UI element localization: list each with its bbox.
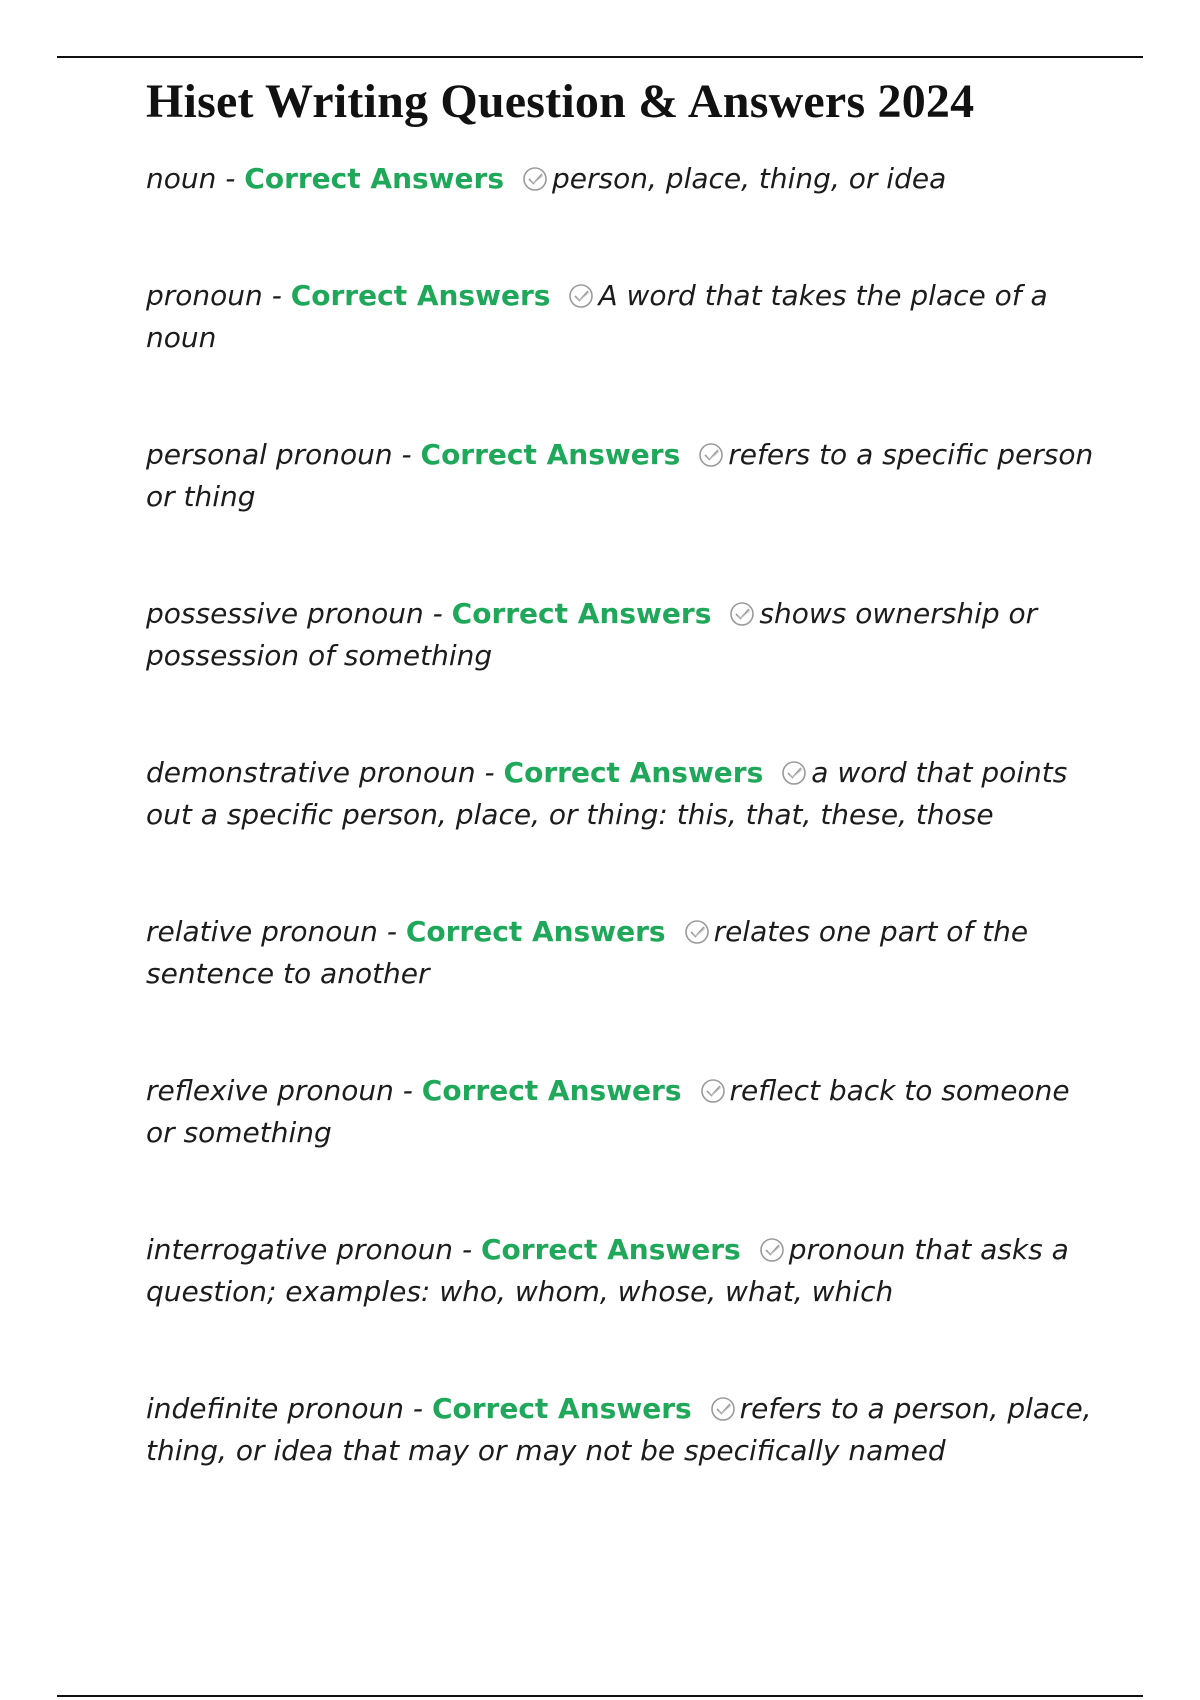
check-circle-icon <box>698 442 726 468</box>
qa-answer: refers to a specific person or thing <box>146 438 1094 513</box>
document-body <box>146 72 1096 1547</box>
qa-list <box>146 158 1096 1472</box>
top-rule <box>57 56 1143 58</box>
qa-separator: - <box>453 1233 481 1266</box>
qa-answer: A word that takes the place of a noun <box>146 279 1048 354</box>
qa-item-relative-pronoun <box>146 911 1096 995</box>
correct-answers-label: Correct Answers <box>503 756 764 789</box>
correct-answers-label: Correct Answers <box>405 915 666 948</box>
qa-item-pronoun <box>146 275 1096 359</box>
qa-answer: pronoun that asks a question; examples: who, whom, whose, what, which <box>146 1233 1069 1308</box>
page-title: Hiset Writing Question & Answers 2024 <box>146 75 975 128</box>
qa-term: noun <box>146 162 217 195</box>
qa-term: pronoun <box>146 279 263 312</box>
check-circle-icon <box>522 166 550 192</box>
qa-item-demonstrative-pronoun <box>146 752 1096 836</box>
correct-answers-label: Correct Answers <box>451 597 712 630</box>
check-circle-icon <box>710 1396 738 1422</box>
qa-item-possessive-pronoun <box>146 593 1096 677</box>
check-circle-icon <box>700 1078 728 1104</box>
check-circle-icon <box>759 1237 787 1263</box>
qa-term: demonstrative pronoun <box>146 756 476 789</box>
qa-answer: relates one part of the sentence to another <box>146 915 1029 990</box>
qa-item-indefinite-pronoun <box>146 1388 1096 1472</box>
qa-separator: - <box>393 1074 422 1107</box>
check-circle-icon <box>781 760 809 786</box>
qa-item-interrogative-pronoun <box>146 1229 1096 1313</box>
qa-separator: - <box>262 279 291 312</box>
qa-term: indefinite pronoun <box>146 1392 405 1425</box>
qa-item-reflexive-pronoun <box>146 1070 1096 1154</box>
qa-answer: reflect back to someone or something <box>146 1074 1070 1149</box>
qa-separator: - <box>377 915 406 948</box>
qa-term: possessive pronoun <box>146 597 424 630</box>
qa-separator: - <box>423 597 452 630</box>
qa-item-noun <box>146 158 1096 200</box>
qa-item-personal-pronoun <box>146 434 1096 518</box>
check-circle-icon <box>729 601 757 627</box>
correct-answers-label: Correct Answers <box>480 1233 741 1266</box>
qa-separator: - <box>392 438 421 471</box>
qa-answer: person, place, thing, or idea <box>552 162 947 195</box>
qa-answer: a word that points out a specific person, place, or thing: this, that, these, those <box>146 756 1068 831</box>
qa-answer: shows ownership or possession of something <box>146 597 1038 672</box>
correct-answers-label: Correct Answers <box>420 438 681 471</box>
qa-term: personal pronoun <box>146 438 393 471</box>
check-circle-icon <box>684 919 712 945</box>
correct-answers-label: Correct Answers <box>244 162 505 195</box>
correct-answers-label: Correct Answers <box>421 1074 682 1107</box>
correct-answers-label: Correct Answers <box>431 1392 692 1425</box>
qa-term: reflexive pronoun <box>146 1074 394 1107</box>
bottom-rule <box>57 1695 1143 1697</box>
qa-answer: refers to a person, place, thing, or idea that may or may not be specifically named <box>146 1392 1092 1467</box>
qa-separator: - <box>404 1392 432 1425</box>
qa-term: interrogative pronoun <box>146 1233 454 1266</box>
qa-separator: - <box>475 756 504 789</box>
check-circle-icon <box>568 283 596 309</box>
qa-term: relative pronoun <box>146 915 378 948</box>
qa-separator: - <box>216 162 245 195</box>
correct-answers-label: Correct Answers <box>290 279 551 312</box>
